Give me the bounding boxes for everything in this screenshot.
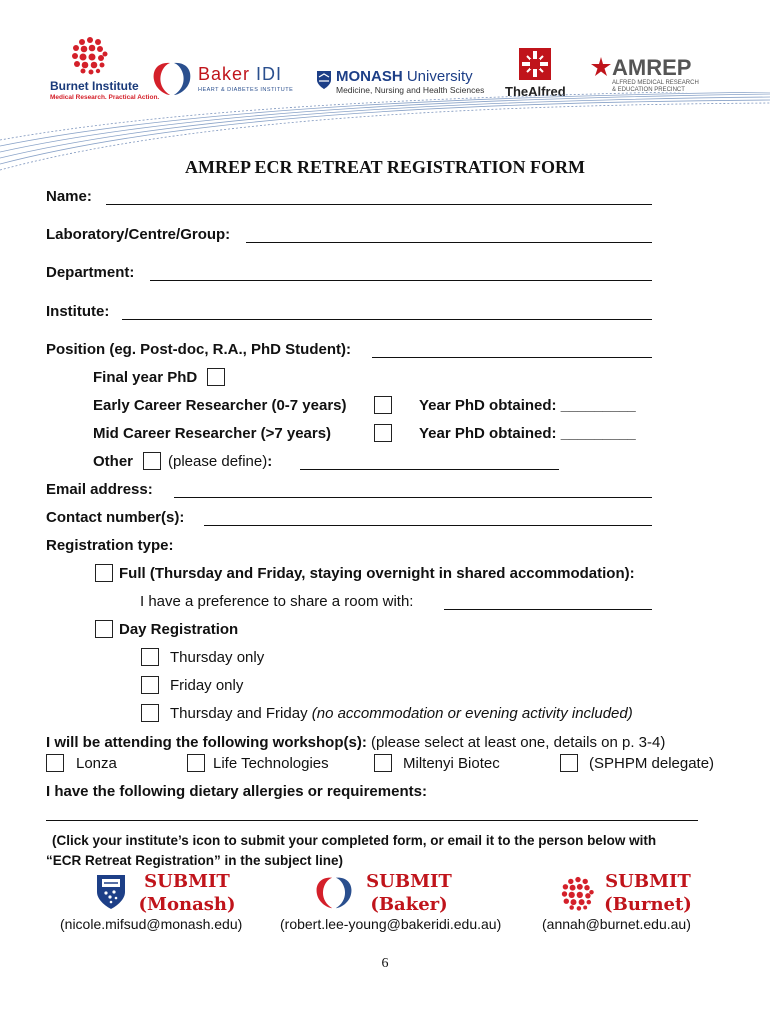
baker-name: Baker IDI [198,64,283,84]
thursday-only-label: Thursday only [170,649,265,666]
submit-burnet-line2: (Burnet) [604,894,692,915]
friday-only-label: Friday only [170,677,244,694]
workshop-life-tech-label: Life Technologies [213,755,329,772]
position-label: Position (eg. Post-doc, R.A., PhD Student): [46,341,351,358]
department-field[interactable] [150,280,652,281]
submit-monash-line2: (Monash) [138,894,236,915]
submit-monash-button[interactable] [96,870,246,916]
submit-monash-email[interactable]: (nicole.mifsud@monash.edu) [60,916,243,932]
ecr-label: Early Career Researcher (0-7 years) [93,397,347,414]
ecr-checkbox[interactable] [374,396,392,414]
dietary-field[interactable] [46,820,698,821]
registration-type-label: Registration type: [46,537,174,554]
baker-heart-icon [315,874,353,910]
contact-field[interactable] [204,525,652,526]
day-registration-checkbox[interactable] [95,620,113,638]
submit-baker-button[interactable] [315,870,465,916]
baker-tagline: HEART & DIABETES INSTITUTE [198,87,294,93]
amrep-star-icon [590,56,612,78]
amrep-name: AMREP [612,55,692,80]
institute-field[interactable] [122,319,652,320]
workshop-miltenyi-label: Miltenyi Biotec [403,755,500,772]
other-checkbox[interactable] [143,452,161,470]
alfred-cross-icon [517,46,553,82]
workshop-sphpm-checkbox[interactable] [560,754,578,772]
alfred-name: TheAlfred [505,84,566,99]
other-label: Other [93,453,134,470]
mcr-phd-obtained[interactable]: Year PhD obtained: _________ [419,425,636,442]
lab-field[interactable] [246,242,652,243]
monash-name: MONASH University [336,68,473,85]
submit-baker-line1: SUBMIT [366,871,452,892]
submit-monash-line1: SUBMIT [144,871,230,892]
burnet-name: Burnet Institute [50,79,139,93]
name-field[interactable] [106,204,652,205]
workshop-life-tech-checkbox[interactable] [187,754,205,772]
baker-heart-icon [152,60,192,96]
monash-crest-icon [316,70,332,90]
institute-label: Institute: [46,303,110,320]
full-registration-checkbox[interactable] [95,564,113,582]
final-year-phd-checkbox[interactable] [207,368,225,386]
final-year-phd-label: Final year PhD [93,369,198,386]
burnet-dots-icon [560,876,596,912]
share-room-field[interactable] [444,609,652,610]
form-title: AMREP ECR RETREAT REGISTRATION FORM [184,157,586,177]
mcr-checkbox[interactable] [374,424,392,442]
friday-only-checkbox[interactable] [141,676,159,694]
name-label: Name: [46,188,92,205]
page-number: 6 [381,956,389,971]
mcr-label: Mid Career Researcher (>7 years) [93,425,332,442]
ecr-phd-obtained[interactable]: Year PhD obtained: _________ [419,397,636,414]
workshop-sphpm-label: (SPHPM delegate) [589,755,715,772]
submit-burnet-button[interactable] [560,870,710,916]
submit-baker-line2: (Baker) [370,894,448,915]
submit-baker-email[interactable]: (robert.lee-young@bakeridi.edu.au) [280,916,502,932]
burnet-dots-icon [70,36,110,76]
workshop-lonza-checkbox[interactable] [46,754,64,772]
lab-label: Laboratory/Centre/Group: [46,226,231,243]
other-define-label: (please define): [168,453,273,470]
dietary-label: I have the following dietary allergies or requirements: [46,783,427,800]
contact-label: Contact number(s): [46,509,185,526]
amrep-tagline-1: ALFRED MEDICAL RESEARCH [612,80,699,86]
amrep-tagline-2: & EDUCATION PRECINCT [612,87,685,93]
monash-crest-icon [96,874,126,910]
submit-instructions: (Click your institute’s icon to submit your completed form, or email it to the person below with “ECR Retreat Registration” in the subject line) [46,833,657,868]
position-field[interactable] [372,357,652,358]
workshops-label: I will be attending the following workshop(s): (please select at least one, details on p. 3-4) [46,734,666,751]
alfred-logo[interactable] [505,46,585,98]
share-room-label: I have a preference to share a room with: [140,593,414,610]
email-field[interactable] [174,497,652,498]
department-label: Department: [46,264,135,281]
monash-tagline: Medicine, Nursing and Health Sciences [336,85,485,95]
workshop-lonza-label: Lonza [76,755,117,772]
other-define-field[interactable] [300,469,559,470]
email-label: Email address: [46,481,153,498]
full-registration-label: Full (Thursday and Friday, staying overnight in shared accommodation): [119,565,635,582]
thursday-friday-label: Thursday and Friday (no accommodation or evening activity included) [170,705,633,722]
thursday-friday-checkbox[interactable] [141,704,159,722]
burnet-tagline: Medical Research. Practical Action. [50,94,160,101]
submit-burnet-line1: SUBMIT [605,871,691,892]
submit-burnet-email[interactable]: (annah@burnet.edu.au) [542,916,691,932]
day-registration-label: Day Registration [119,621,239,638]
thursday-only-checkbox[interactable] [141,648,159,666]
workshop-miltenyi-checkbox[interactable] [374,754,392,772]
